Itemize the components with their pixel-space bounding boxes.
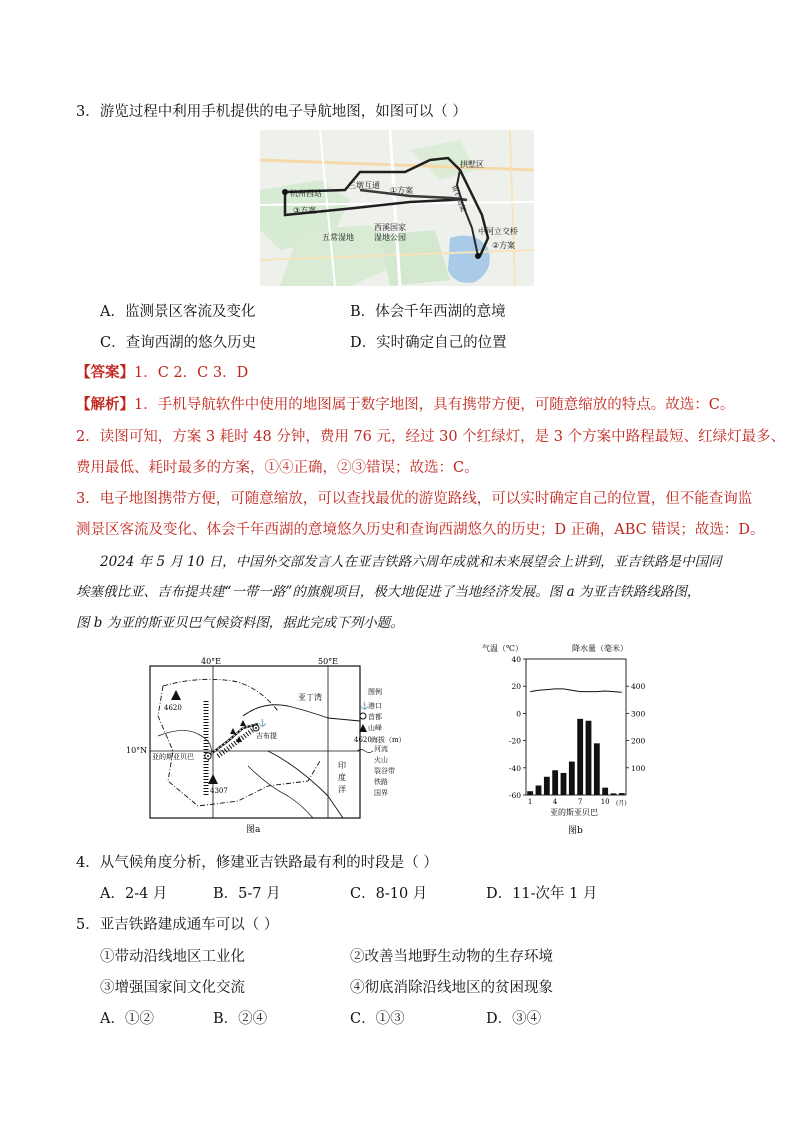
svg-text:①方案: ①方案 (390, 186, 414, 195)
precipitation-bar (577, 719, 583, 795)
right-tick-label: 300 (631, 709, 646, 719)
svg-text:4620: 4620 (354, 736, 372, 744)
q3-option-d[interactable]: D．实时确定自己的位置 (350, 335, 507, 351)
left-tick-label: -20 (508, 736, 521, 746)
correct-items: ①④ (264, 460, 294, 476)
map-legend (354, 687, 406, 753)
q4-stem: 4．从气候角度分析，修建亚吉铁路最有利的时段是（ ） (76, 855, 438, 871)
svg-text:首都: 首都 (368, 713, 382, 721)
q3-option-c[interactable]: C．查询西湖的悠久历史 (100, 335, 257, 351)
analysis-line-5: 测景区客流及变化、体会千年西湖的意境悠久历史和查询西湖悠久的历史；D 正确，ABC 错误；故选：D。 (76, 522, 765, 538)
lon-40-label: 40°E (201, 657, 222, 666)
q4-option-b[interactable]: B．5-7 月 (213, 886, 281, 902)
svg-text:4620: 4620 (164, 704, 182, 712)
precipitation-bar (586, 721, 592, 795)
port-icon: ⚓ (258, 719, 267, 727)
svg-text:②方案: ②方案 (492, 241, 516, 250)
map-legend-continued: 河流 火山 裂谷带 铁路 国界 (374, 745, 395, 797)
ylabel-left: 气温（℃） (482, 644, 523, 653)
precipitation-bar (619, 793, 625, 795)
q5-option-b[interactable]: B．②④ (213, 1011, 268, 1027)
q3-option-b[interactable]: B．体会千年西湖的意境 (350, 304, 506, 320)
q3-option-a[interactable]: A．监测景区客流及变化 (100, 304, 256, 320)
left-tick-label: 0 (516, 709, 521, 719)
navigation-map (260, 130, 534, 286)
svg-text:印: 印 (338, 761, 346, 770)
q5-option-d[interactable]: D．③④ (486, 1011, 542, 1027)
q5-item-2: ②改善当地野生动物的生存环境 (350, 949, 553, 965)
left-tick-label: 40 (511, 655, 521, 664)
passage-line-2: 埃塞俄比亚、吉布提共建“一带一路”的旗舰项目，极大地促进了当地经济发展。图 a 为亚吉铁路线路图， (76, 584, 701, 600)
analysis-tag: 【解析】 (76, 396, 134, 413)
right-tick-label: 100 (631, 763, 646, 773)
climate-chart-figure-b (476, 640, 666, 836)
right-tick-label: 400 (631, 682, 646, 692)
svg-text:港口: 港口 (368, 702, 382, 710)
q5-item-1: ①带动沿线地区工业化 (100, 949, 245, 965)
gulf-of-aden-label: 亚丁湾 (298, 693, 322, 702)
precipitation-bar (536, 785, 542, 795)
right-tick-label: 200 (631, 736, 646, 746)
left-tick-label: 20 (511, 682, 521, 692)
precipitation-bar (594, 743, 600, 795)
q4-option-a[interactable]: A．2-4 月 (100, 886, 168, 902)
wrong-items: ②③ (337, 460, 366, 476)
x-tick-label: 1 (527, 798, 533, 806)
precipitation-bar (544, 777, 550, 795)
x-unit: (月) (616, 800, 627, 807)
x-tick-label: 10 (600, 798, 610, 806)
svg-text:图例: 图例 (368, 688, 382, 696)
svg-text:拱墅区: 拱墅区 (460, 160, 484, 169)
svg-text:三墩互通: 三墩互通 (348, 181, 380, 190)
svg-text:③方案: ③方案 (293, 206, 317, 215)
svg-text:海拔（m）: 海拔（m） (371, 736, 406, 744)
lon-50-label: 50°E (318, 657, 339, 666)
svg-text:留石高架: 留石高架 (450, 183, 468, 213)
figure-a-caption: 图a (246, 825, 261, 835)
svg-text:湿地公园: 湿地公园 (374, 233, 406, 242)
q5-stem: 5．亚吉铁路建成通车可以（ ） (76, 917, 279, 933)
svg-text:山峰: 山峰 (368, 724, 382, 732)
answer-line (76, 361, 248, 382)
precipitation-bar (602, 788, 608, 795)
svg-text:中河立交桥: 中河立交桥 (478, 227, 518, 236)
figure-b-caption: 图b (568, 826, 583, 836)
addis-label: 亚的斯亚贝巴 (152, 753, 194, 761)
answer-text: 1．C 2．C 3．D (134, 365, 249, 381)
plot-area (526, 659, 626, 795)
q5-item-4: ④彻底消除沿线地区的贫困现象 (350, 980, 553, 996)
q5-option-a[interactable]: A．①② (100, 1011, 154, 1027)
analysis-line-2: 2．读图可知，方案 3 耗时 48 分钟，费用 76 元，经过 30 个红绿灯，是 3 个方案中路程最短、红绿灯最多、 (76, 429, 786, 445)
left-tick-label: -60 (508, 791, 521, 800)
precipitation-bar (527, 791, 533, 795)
end-point (475, 253, 481, 259)
svg-text:4307: 4307 (210, 787, 228, 795)
x-tick-label: 7 (577, 798, 583, 806)
analysis-line-1: 【解析】1．手机导航软件中使用的地图属于数字地图，具有携带方便，可随意缩放的特点。故选：C。 (76, 396, 735, 413)
q3-stem: 3．游览过程中利用手机提供的电子导航地图，如图可以（ ） (76, 104, 467, 120)
precipitation-bar (611, 793, 617, 795)
x-tick-label: 4 (552, 798, 558, 806)
passage-line-1: 2024 年 5 月 10 日，中国外交部发言人在亚吉铁路六周年成就和未来展望会上讲到，亚吉铁路是中国同 (100, 554, 722, 570)
q5-option-c[interactable]: C．①③ (350, 1011, 405, 1027)
station-label: 亚的斯亚贝巴 (550, 808, 598, 817)
passage-line-3: 图 b 为亚的斯亚贝巴气候资料图，据此完成下列小题。 (76, 615, 404, 631)
precipitation-bar (552, 770, 558, 795)
q4-option-d[interactable]: D．11-次年 1 月 (486, 886, 598, 902)
precipitation-bar (569, 762, 575, 795)
left-tick-label: -40 (508, 763, 521, 773)
ylabel-right: 降水量（毫米） (572, 644, 628, 653)
svg-text:洋: 洋 (338, 785, 346, 794)
q4-option-c[interactable]: C．8-10 月 (350, 886, 428, 902)
lat-10-label: 10°N (126, 746, 148, 755)
svg-text:⚓: ⚓ (360, 702, 369, 710)
svg-text:度: 度 (338, 773, 346, 782)
svg-text:五常湿地: 五常湿地 (322, 233, 354, 242)
djibouti-label: 吉布提 (256, 732, 277, 740)
answer-tag: 【答案】 (76, 364, 134, 381)
start-point (282, 189, 288, 195)
analysis-line-3: 费用最低、耗时最多的方案，①④正确，②③错误；故选：C。 (76, 460, 479, 476)
svg-text:西溪国家: 西溪国家 (374, 223, 406, 232)
svg-text:杭州西站: 杭州西站 (290, 189, 322, 198)
q5-item-3: ③增强国家间文化交流 (100, 980, 245, 996)
analysis-line-4: 3．电子地图携带方便，可随意缩放，可以查找最优的游览路线，可以实时确定自己的位置，但不能查询监 (76, 491, 753, 507)
precipitation-bar (561, 773, 567, 795)
